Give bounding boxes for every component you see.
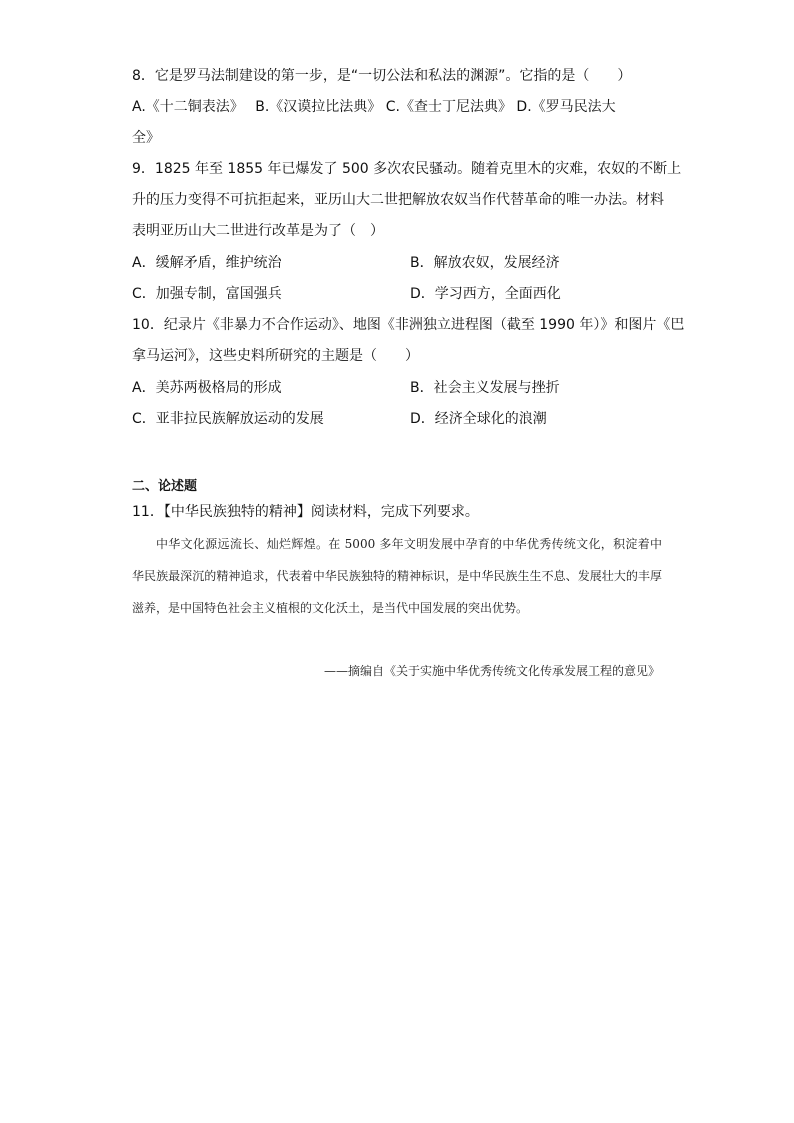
question-9-stem-line-1: 9．1825 年至 1855 年已爆发了 500 多次农民骚动。随着克里木的灾难，农奴的不断上: [132, 161, 682, 177]
question-11-material: [132, 528, 662, 624]
question-9-option-c: C．加强专制，富国强兵: [132, 286, 282, 302]
question-8-stem: 8．它是罗马法制建设的第一步，是“一切公法和私法的渊源”。它指的是（ ）: [132, 68, 632, 84]
question-10-stem-line-1: 10．纪录片《非暴力不合作运动》、地图《非洲独立进程图（截至 1990 年）》和图片《巴: [132, 317, 685, 333]
section-heading: 二、论述题: [132, 479, 198, 494]
question-9-stem-line-2: 升的压力变得不可抗拒起来，亚历山大二世把解放农奴当作代替革命的唯一办法。材料: [132, 192, 664, 208]
material-paragraph: 中华文化源远流长、灿烂辉煌。在 5000 多年文明发展中孕育的中华优秀传统文化，积淀着中华民族最深沉的精神追求，代表着中华民族独特的精神标识，是中华民族生生不息、发展壮大的丰厚滋养，是中国特色社会主义植根的文化沃土，是当代中国发展的突出优势。: [132, 537, 662, 615]
question-9-option-a: A．缓解矛盾，维护统治: [132, 255, 282, 271]
question-9-option-b: B．解放农奴，发展经济: [410, 255, 560, 271]
question-8-options-continued: 全》: [132, 130, 160, 146]
question-10-option-d: D．经济全球化的浪潮: [410, 411, 547, 427]
question-10-option-b: B．社会主义发展与挫折: [410, 380, 560, 396]
question-10-option-a: A．美苏两极格局的形成: [132, 380, 282, 396]
question-8-options: A.《十二铜表法》 B.《汉谟拉比法典》 C.《查士丁尼法典》 D.《罗马民法大: [132, 99, 616, 115]
question-10-stem-line-2: 拿马运河》，这些史料所研究的主题是（ ）: [132, 348, 419, 364]
question-9-option-d: D．学习西方，全面西化: [410, 286, 561, 302]
material-source: ——摘编自《关于实施中华优秀传统文化传承发展工程的意见》: [323, 664, 660, 678]
question-11-stem: 11．【中华民族独特的精神】阅读材料，完成下列要求。: [132, 504, 479, 520]
question-10-option-c: C．亚非拉民族解放运动的发展: [132, 411, 324, 427]
question-9-stem-line-3: 表明亚历山大二世进行改革是为了（ ）: [132, 223, 384, 239]
